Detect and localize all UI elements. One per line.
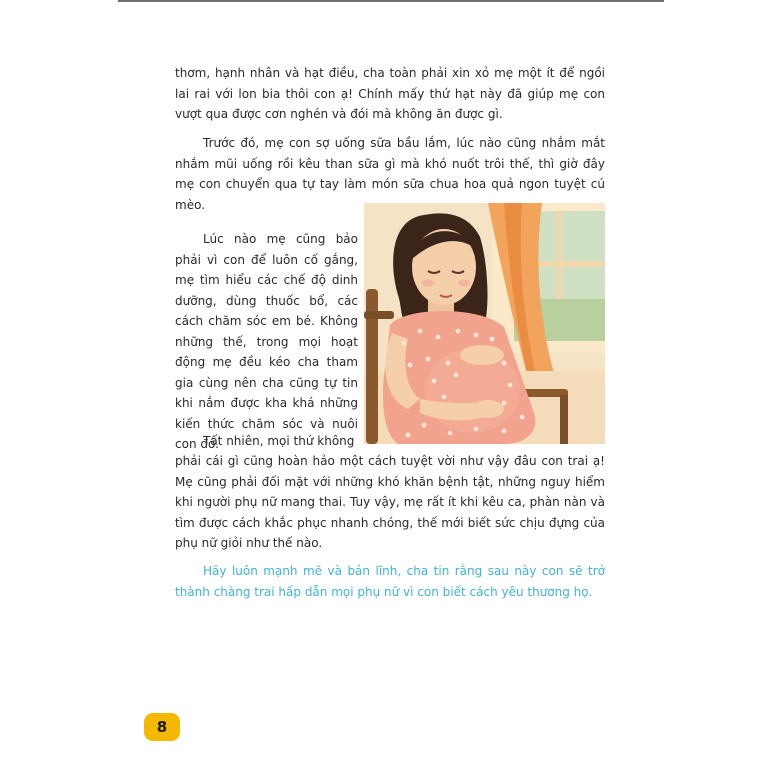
pregnant-mother-illustration [364, 203, 605, 444]
top-rule [118, 0, 664, 2]
paragraph-1: thơm, hạnh nhân và hạt điều, cha toàn phải xin xỏ mẹ một ít để ngồi lai rai với lon bia thôi con ạ! Chính mấy thứ hạt này đã giúp mẹ con vượt qua được cơn nghén và đói mà không ăn được gì. [175, 66, 605, 121]
paragraph-4-start: Tất nhiên, mọi thứ không [203, 434, 355, 448]
paragraph-3: Lúc nào mẹ cũng bảo phải vì con để luôn cố gắng, mẹ tìm hiểu các chế độ dinh dưỡng, dùng thuốc bổ, các cách chăm sóc em bé. Không những thế, trong mọi hoạt động mẹ đều kéo cha tham gia cùng nên cha cũng tự tin khi nắm được kha khá những kiến thức chăm sóc và nuôi con đó. [175, 232, 358, 451]
highlight-paragraph: Hãy luôn mạnh mẽ và bản lĩnh, cha tin rằng sau này con sẽ trở thành chàng trai hấp dẫn mọi phụ nữ vì con biết cách yêu thương họ. [175, 564, 605, 599]
page-number-badge: 8 [144, 713, 180, 741]
paragraph-2: Trước đó, mẹ con sợ uống sữa bầu lắm, lúc nào cũng nhắm mắt nhắm mũi uống rồi kêu than sữa gì mà khó nuốt trôi thế, thì giờ đây mẹ con chuyển qua tự tay làm món sữa chua hoa quả ngon tuyệt cú mèo. [175, 136, 605, 212]
paragraph-4-rest: phải cái gì cũng hoàn hảo một cách tuyệt vời như vậy đâu con trai ạ! Mẹ cũng phải đối mặt với những khó khăn bệnh tật, những nguy hiểm khi người phụ nữ mang thai. Tuy vậy, mẹ rất ít khi kêu ca, phàn nàn và tìm được cách khắc phục nhanh chóng, thế mới biết sức chịu đựng của phụ nữ giỏi như thế nào. [175, 454, 605, 550]
